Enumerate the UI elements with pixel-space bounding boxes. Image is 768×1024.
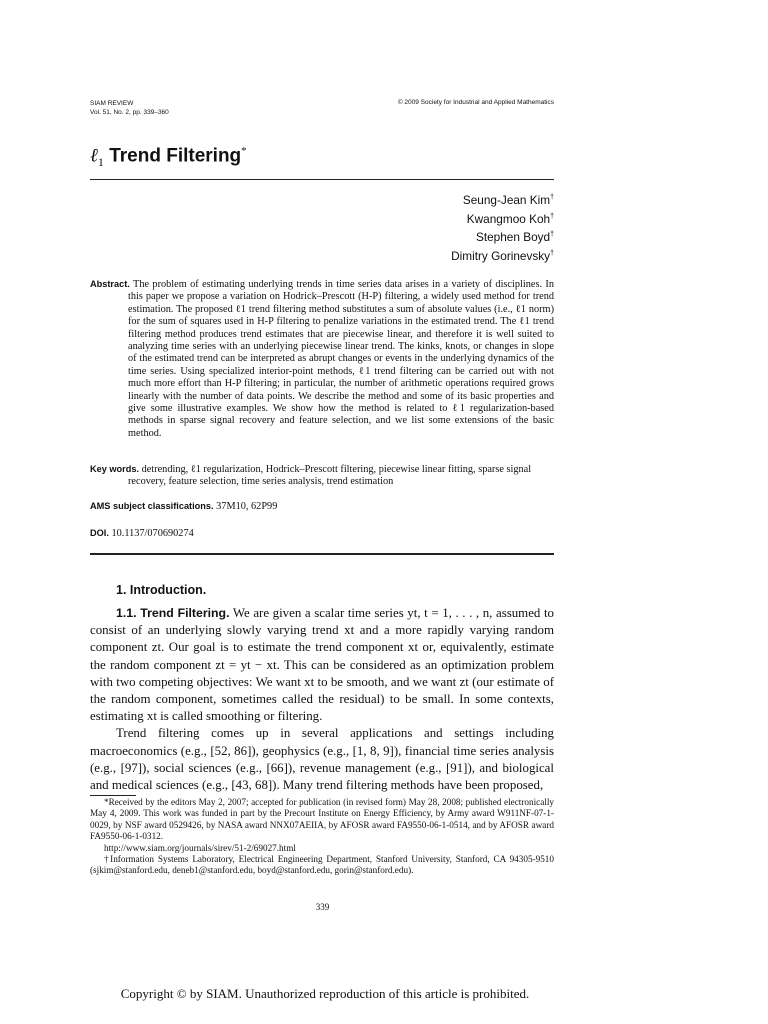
footnote-affiliation: †Information Systems Laboratory, Electrical Engineering Department, Stanford University, Stanford, CA 94305-9510 (sjkim@stanford.edu, deneb1@stanford.edu, boyd@stanford.edu, gorin@stanford.edu). <box>90 854 554 876</box>
journal-volume: Vol. 51, No. 2, pp. 339–360 <box>90 109 169 116</box>
keywords-label: Key words. <box>90 464 140 474</box>
journal-name: SIAM REVIEW <box>90 100 134 107</box>
intro-body <box>90 605 554 794</box>
paper-title <box>90 145 247 170</box>
title-text: Trend Filtering <box>109 145 242 167</box>
doi <box>90 528 194 539</box>
intro-paragraph: Trend filtering comes up in several applications and settings including macroeconomics (e.g., [52, 86]), geophysics (e.g., [1, 8, 9]), financial time series analysis (e.g., [97]), social sciences (e.g., [66]), revenue management (e.g., [91]), and biological and medical sciences (e.g., [43, 68]). Many trend filtering methods have been proposed, <box>90 726 554 793</box>
abstract-label: Abstract. <box>90 279 130 289</box>
section-rule <box>90 553 554 555</box>
ams-classification <box>90 501 277 512</box>
ams-label: AMS subject classifications. <box>90 501 214 511</box>
publisher-copyright: © 2009 Society for Industrial and Applied Mathematics <box>397 99 554 106</box>
author: Stephen Boyd† <box>475 230 554 245</box>
keywords-text: detrending, ℓ1 regularization, Hodrick–Prescott filtering, piecewise linear fitting, sparse signal recovery, feature selection, time series analysis, trend estimation <box>128 464 532 488</box>
footnote-rule <box>90 795 136 796</box>
author: Dimitry Gorinevsky† <box>451 249 554 264</box>
author-list <box>451 190 554 265</box>
title-subscript: 1 <box>97 155 104 170</box>
title-rule <box>90 179 554 180</box>
footnotes <box>90 797 554 877</box>
doi-link[interactable]: 10.1137/070690274 <box>111 528 194 539</box>
page-number: 339 <box>315 902 330 912</box>
author: Kwangmoo Koh† <box>466 211 554 226</box>
copyright-notice: Copyright © by SIAM. Unauthorized reproduction of this article is prohibited. <box>120 986 530 1001</box>
abstract <box>90 278 554 440</box>
subsection-heading: 1.1. Trend Filtering. <box>116 606 230 620</box>
footnote-received: *Received by the editors May 2, 2007; accepted for publication (in revised form) May 28, 2008; published electronically May 4, 2009. This work was funded in part by the Precourt Institute on Energy Efficiency, by Army award W911NF-07-1-0029, by NSF award 0529426, by NASA award NNX07AEIIA, by AFOSR award FA9550-06-1-0514, and by AFOSR award FA9550-06-1-0312. <box>90 797 554 842</box>
title-symbol: ℓ <box>90 145 98 167</box>
title-footnote-mark: * <box>241 145 247 157</box>
author: Seung-Jean Kim† <box>462 192 554 207</box>
footnote-url[interactable]: http://www.siam.org/journals/sirev/51-2/69027.html <box>104 842 296 853</box>
ams-text: 37M10, 62P99 <box>216 501 278 512</box>
journal-header <box>90 99 169 117</box>
intro-paragraph: 1.1. Trend Filtering. We are given a scalar time series yt, t = 1, . . . , n, assumed to consist of an underlying slowly varying trend xt and a more rapidly varying random component zt. Our goal is to estimate the trend component xt or, equivalently, estimate the random component zt = yt − xt. This can be considered as an optimization problem with two competing objectives: We want xt to be smooth, and we want zt (our estimate of the random component, sometimes called the residual) to be small. In some contexts, estimating xt is called smoothing or filtering. <box>90 606 554 724</box>
doi-label: DOI. <box>90 528 109 538</box>
section-heading: 1. Introduction. <box>116 583 207 597</box>
abstract-text: The problem of estimating underlying trends in time series data arises in a variety of disciplines. In this paper we propose a variation on Hodrick–Prescott (H-P) filtering, a widely used method for trend estimation. The proposed ℓ1 trend filtering method substitutes a sum of absolute values (i.e., ℓ1 norm) for the sum of squares used in H-P filtering to penalize variations in the estimated trend. The ℓ1 trend filtering method produces trend estimates that are piecewise linear, and therefore it is well suited to analyzing time series with an underlying piecewise linear trend. The kinks, knots, or changes in slope of the estimated trend can be interpreted as abrupt changes or events in the underlying dynamics of the time series. Using specialized interior-point methods, ℓ1 trend filtering can be carried out with not much more effort than H-P filtering; in particular, the number of arithmetic operations required grows linearly with the number of data points. We describe the method and some of its basic properties and give some illustrative examples. We show how the method is related to ℓ1 regularization-based methods in sparse signal recovery and feature selection, and we list some extensions of the basic method. <box>128 279 554 439</box>
keywords <box>90 463 554 489</box>
